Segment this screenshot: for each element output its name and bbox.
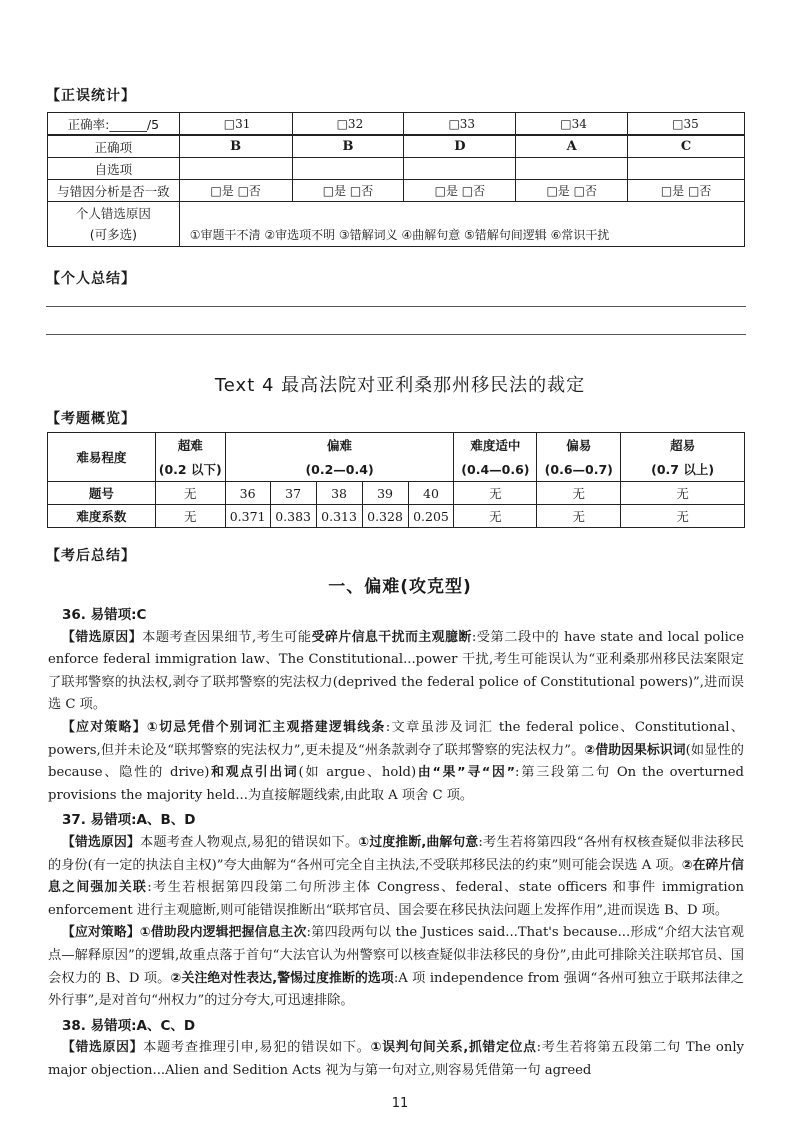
difficulty-table <box>47 432 745 528</box>
qnum-cell: 37 <box>270 482 316 505</box>
q38-title: 38. 易错项:A、C、D <box>62 1017 196 1034</box>
emphasis: ②在碎片信息之间强加关联 <box>48 857 744 896</box>
stats-section-title: 【正误统计】 <box>46 88 136 104</box>
text: 本题考查因果细节,考生可能 <box>142 629 312 645</box>
qnum-cell: 39 <box>362 482 408 505</box>
level-range: (0.2 以下) <box>155 457 225 482</box>
self-choice-cell[interactable] <box>516 158 628 180</box>
reason-label <box>48 202 180 247</box>
match-label: 与错因分析是否一致 <box>48 180 180 202</box>
none-cell: 无 <box>454 505 537 528</box>
self-choice-label: 自选项 <box>48 158 180 180</box>
text: 本题考查推理引申,易犯的错误如下。 <box>143 1040 371 1056</box>
emphasis: ①过度推断,曲解句意 <box>358 834 479 850</box>
emphasis: 和观点引出词 <box>209 765 299 781</box>
coef-cell: 0.383 <box>270 505 316 528</box>
tag: 【错选原因】 <box>62 1040 144 1056</box>
emphasis: 由“果”寻“因” <box>416 765 516 781</box>
overview-section-title: 【考题概览】 <box>46 411 136 427</box>
q37-reason <box>48 832 744 922</box>
tag: 【应对策略】 <box>62 719 147 735</box>
level-range: (0.7 以上) <box>621 457 745 482</box>
coef-label: 难度系数 <box>48 505 156 528</box>
analysis-body <box>48 602 744 1082</box>
reason-label-line2: (可多选) <box>89 227 137 242</box>
post-exam-section-title: 【考后总结】 <box>46 548 136 564</box>
correct-answer: C <box>628 135 745 158</box>
tag: 【应对策略】 <box>62 925 140 941</box>
question-checkbox[interactable]: □31 <box>179 113 292 136</box>
reasons-options[interactable]: ①审题干不清 ②审选项不明 ③错解词义 ④曲解句意 ⑤错解句间逻辑 ⑥常识干扰 <box>179 202 744 247</box>
q37-title: 37. 易错项:A、B、D <box>62 812 196 829</box>
coef-cell: 0.371 <box>225 505 270 528</box>
level-name: 难度适中 <box>454 433 537 458</box>
self-choice-cell[interactable] <box>404 158 516 180</box>
coef-cell: 0.205 <box>408 505 454 528</box>
yes-no-checkbox[interactable]: □是 □否 <box>404 180 516 202</box>
emphasis: ①误判句间关系,抓错定位点 <box>370 1040 537 1056</box>
question-checkbox[interactable]: □33 <box>404 113 516 136</box>
self-choice-cell[interactable] <box>179 158 292 180</box>
qnum-cell: 38 <box>316 482 362 505</box>
text: :第三段第二句 On the overturned provisions the majority held...为直接解题线索,由此取 A 项舍 C 项。 <box>48 765 744 803</box>
emphasis: ②关注绝对性表达,警惕过度推断的选项 <box>170 970 394 986</box>
none-cell: 无 <box>537 505 621 528</box>
accuracy-label: 正确率:______/5 <box>48 113 180 136</box>
level-range: (0.4—0.6) <box>454 457 537 482</box>
none-cell: 无 <box>454 482 537 505</box>
text: :受第二段中的 have state and local police enforce federal immigration law、The Constitutional...power 干扰,考生可能误认为“亚利桑那州移民法案限定了联邦警察的执法权,剥夺了联邦警察的宪法权力(deprived the federal police of Constitutional powers)”,进而误选 C 项。 <box>48 629 744 713</box>
score-table <box>47 112 745 247</box>
text: :考生若将第四段“各州有权核查疑似非法移民的身份(有一定的执法自主权)”夸大曲解为“各州可完全自主执法,不受联邦移民法的约束”则可能会误选 A 项。 <box>48 834 744 873</box>
correct-label: 正确项 <box>48 135 180 158</box>
coef-cell: 0.313 <box>316 505 362 528</box>
text: :A 项 independence from 强调“各州可独立于联邦法律之外行事”,是对首句“州权力”的过分夸大,可迅速排除。 <box>48 970 744 1009</box>
text: (如显性的 because、隐性的 drive) <box>48 742 744 781</box>
correct-answer: D <box>404 135 516 158</box>
reason-label-line1: 个人错选原因 <box>75 206 151 221</box>
qnum-cell: 40 <box>408 482 454 505</box>
correct-answer: B <box>292 135 404 158</box>
q37-strategy <box>48 922 744 1012</box>
level-name: 偏难 <box>225 433 454 458</box>
yes-no-checkbox[interactable]: □是 □否 <box>516 180 628 202</box>
text: :第四段两句以 the Justices said...That's because...形成“介绍大法官观点—解释原因”的逻辑,故重点落于首句“大法官认为州警察可以核查疑似非法移民的身份”,由此可排除关注联邦官员、国会权力的 B、D 项。 <box>48 925 744 986</box>
yes-no-checkbox[interactable]: □是 □否 <box>628 180 745 202</box>
question-checkbox[interactable]: □32 <box>292 113 404 136</box>
summary-line[interactable] <box>46 334 746 335</box>
tag: 【错选原因】 <box>62 834 140 850</box>
emphasis: ②借助因果标识词 <box>584 742 686 758</box>
q36-title: 36. 易错项:C <box>62 607 147 623</box>
tag: 【错选原因】 <box>62 629 143 645</box>
yes-no-checkbox[interactable]: □是 □否 <box>179 180 292 202</box>
none-cell: 无 <box>155 505 225 528</box>
q38-reason <box>48 1037 744 1082</box>
none-cell: 无 <box>155 482 225 505</box>
page-number: 11 <box>391 1096 409 1111</box>
correct-answer: A <box>516 135 628 158</box>
self-choice-cell[interactable] <box>628 158 745 180</box>
summary-line[interactable] <box>46 306 746 307</box>
level-range: (0.2—0.4) <box>225 457 454 482</box>
q36-reason <box>48 627 744 717</box>
correct-answer: B <box>179 135 292 158</box>
qnum-label: 题号 <box>48 482 156 505</box>
level-name: 超易 <box>621 433 745 458</box>
text: :文章虽涉及词汇 the federal police、Constitutional、powers,但并未论及“联邦警察的宪法权力”,更未提及“州条款剥夺了联邦警察的宪法权力”。 <box>48 719 744 758</box>
q36-strategy <box>48 717 744 807</box>
emphasis: ①借助段内逻辑把握信息主次 <box>139 925 307 941</box>
yes-no-checkbox[interactable]: □是 □否 <box>292 180 404 202</box>
level-range: (0.6—0.7) <box>537 457 621 482</box>
difficulty-heading: 一、偏难(攻克型) <box>328 577 472 597</box>
question-checkbox[interactable]: □34 <box>516 113 628 136</box>
text: 本题考查人物观点,易犯的错误如下。 <box>139 834 359 850</box>
self-choice-cell[interactable] <box>292 158 404 180</box>
text: (如 argue、hold) <box>298 765 417 781</box>
text: :考生若将第五段第二句 The only major objection...Alien and Sedition Acts 视为与第一句对立,则容易凭借第一句 agreed <box>48 1040 744 1078</box>
coef-cell: 0.328 <box>362 505 408 528</box>
none-cell: 无 <box>621 505 745 528</box>
summary-section-title: 【个人总结】 <box>46 271 136 287</box>
none-cell: 无 <box>621 482 745 505</box>
emphasis: 受碎片信息干扰而主观臆断 <box>311 629 472 645</box>
text-title: Text 4 最高法院对亚利桑那州移民法的裁定 <box>214 375 586 396</box>
difficulty-label: 难易程度 <box>48 433 156 482</box>
level-name: 偏易 <box>537 433 621 458</box>
text: :考生若根据第四段第二句所涉主体 Congress、federal、state officers 和事件 immigration enforcement 进行主观臆断,则可能错误推断出“联邦官员、国会要在移民执法问题上发挥作用”,进而误选 B、D 项。 <box>48 880 744 918</box>
emphasis: ①切忌凭借个别词汇主观搭建逻辑线条 <box>146 719 386 735</box>
qnum-cell: 36 <box>225 482 270 505</box>
question-checkbox[interactable]: □35 <box>628 113 745 136</box>
none-cell: 无 <box>537 482 621 505</box>
level-name: 超难 <box>155 433 225 458</box>
